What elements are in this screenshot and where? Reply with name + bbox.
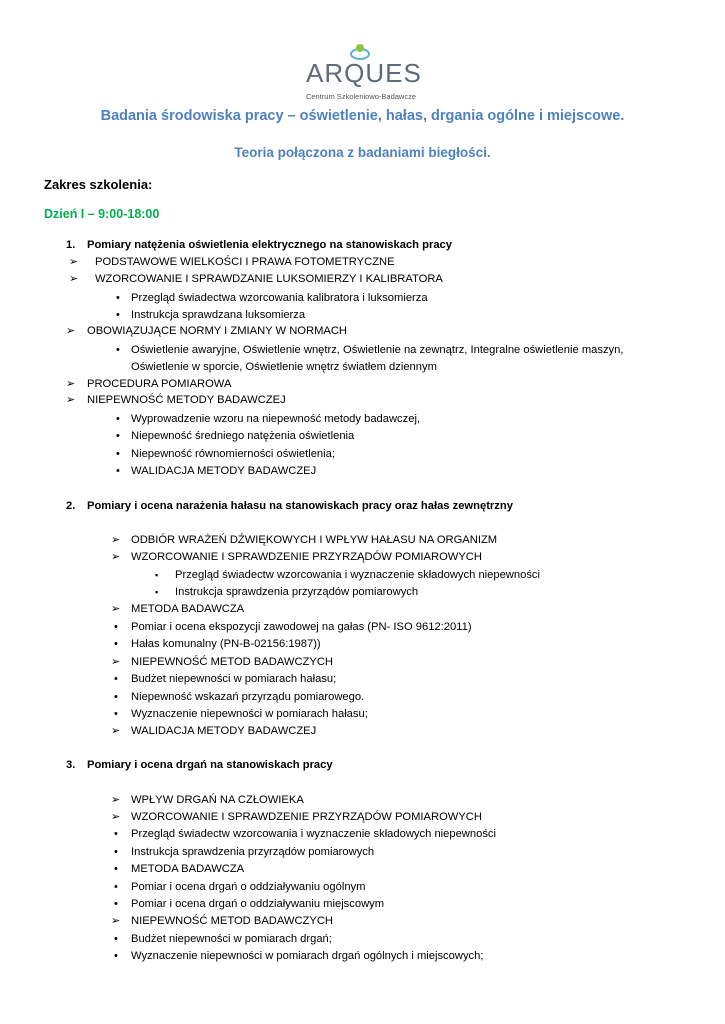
square-bullet-icon: ▪ (155, 570, 159, 580)
scope-heading: Zakres szkolenia: (44, 177, 153, 192)
arrow-bullet-icon: ➢ (111, 551, 121, 563)
bullet-icon: • (116, 413, 120, 425)
section-title: Pomiary i ocena drgań na stanowiskach pracy (87, 759, 333, 771)
arrow-bullet-icon: ➢ (111, 915, 121, 927)
arrow-bullet-icon: ➢ (111, 656, 121, 668)
bullet-icon: • (114, 898, 118, 910)
bullet-icon: • (116, 344, 120, 356)
bullet-icon: • (114, 846, 118, 858)
bullet-icon: • (114, 828, 118, 840)
bullet-icon: • (114, 933, 118, 945)
section-title: Pomiary natężenia oświetlenia elektrycznego na stanowiskach pracy (87, 239, 452, 251)
section-1-heading (66, 238, 452, 252)
arrow-bullet-icon: ➢ (111, 534, 121, 546)
square-bullet-icon: ▪ (155, 587, 159, 597)
arrow-bullet-icon: ➢ (69, 273, 79, 285)
section-3-heading (66, 758, 333, 772)
arrow-bullet-icon: ➢ (66, 378, 76, 390)
bullet-icon: • (114, 950, 118, 962)
section-2-heading (66, 499, 513, 513)
bullet-icon: • (116, 448, 120, 460)
bullet-icon: • (114, 621, 118, 633)
page-title: Badania środowiska pracy – oświetlenie, hałas, drgania ogólne i miejscowe. (100, 108, 625, 124)
arrow-bullet-icon: ➢ (111, 794, 121, 806)
arrow-bullet-icon: ➢ (66, 325, 76, 337)
bullet-icon: • (114, 881, 118, 893)
section-number: 3. (66, 759, 76, 771)
arrow-bullet-icon: ➢ (69, 256, 79, 268)
bullet-icon: • (116, 292, 120, 304)
list-item-continuation: Oświetlenie w sporcie, Oświetlenie wnętrz światłem dziennym (131, 361, 437, 373)
bullet-icon: • (116, 465, 120, 477)
section-title: Pomiary i ocena narażenia hałasu na stanowiskach pracy oraz hałas zewnętrzny (87, 500, 513, 512)
logo-subtitle: Centrum Szkoleniowo-Badawcze (305, 92, 417, 101)
arrow-bullet-icon: ➢ (66, 394, 76, 406)
bullet-icon: • (116, 430, 120, 442)
bullet-icon: • (114, 691, 118, 703)
bullet-icon: • (116, 309, 120, 321)
section-number: 1. (66, 239, 76, 251)
logo-wordmark: ARQUES (306, 58, 422, 88)
bullet-icon: • (114, 638, 118, 650)
arrow-bullet-icon: ➢ (111, 603, 121, 615)
arrow-bullet-icon: ➢ (111, 811, 121, 823)
page-subtitle: Teoria połączona z badaniami biegłości. (234, 145, 491, 160)
arques-logo (300, 42, 420, 106)
day-heading: Dzień I – 9:00-18:00 (44, 207, 160, 221)
section-number: 2. (66, 500, 76, 512)
bullet-icon: • (114, 863, 118, 875)
arrow-bullet-icon: ➢ (111, 725, 121, 737)
bullet-icon: • (114, 673, 118, 685)
bullet-icon: • (114, 708, 118, 720)
